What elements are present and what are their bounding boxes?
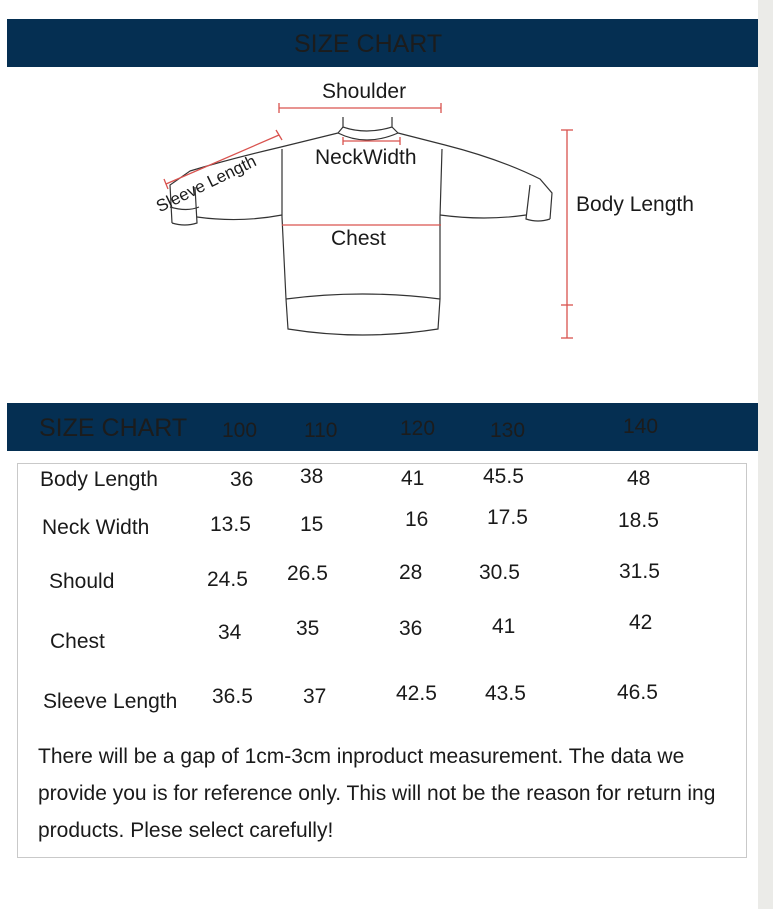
size-chart-header-band <box>7 19 758 67</box>
sleeve-length-label: Sleeve Length <box>153 151 260 217</box>
row-label-neck-width: Neck Width <box>42 516 150 539</box>
row-label-sleeve-length: Sleeve Length <box>43 690 178 713</box>
size-header-130: 130 <box>490 419 526 442</box>
page-title: SIZE CHART <box>294 30 443 58</box>
size-header-100: 100 <box>222 419 258 442</box>
neck-width-label: NeckWidth <box>315 146 417 169</box>
table-cell: 35 <box>296 617 320 640</box>
size-header-110: 110 <box>304 419 338 442</box>
row-label-chest: Chest <box>50 630 105 653</box>
table-cell: 30.5 <box>479 561 520 584</box>
body-length-label: Body Length <box>576 193 694 216</box>
table-title: SIZE CHART <box>39 414 188 442</box>
table-cell: 37 <box>303 685 327 708</box>
table-cell: 17.5 <box>487 506 528 529</box>
table-cell: 42 <box>629 611 653 634</box>
row-label-shoulder: Should <box>49 570 115 593</box>
table-cell: 26.5 <box>287 562 328 585</box>
table-cell: 46.5 <box>617 681 658 704</box>
garment-diagram <box>0 67 758 403</box>
measurement-lines <box>164 103 573 338</box>
table-cell: 16 <box>405 508 429 531</box>
table-cell: 31.5 <box>619 560 660 583</box>
table-cell: 34 <box>218 621 242 644</box>
size-header-140: 140 <box>623 415 659 438</box>
table-cell: 43.5 <box>485 682 526 705</box>
table-cell: 42.5 <box>396 682 437 705</box>
size-table-header-band <box>7 403 758 451</box>
shoulder-label: Shoulder <box>322 80 407 103</box>
measurement-disclaimer: There will be a gap of 1cm-3cm inproduct measurement. The data we provide you is for reference only. This will not be the reason for return ing products. Plese select carefully! <box>38 745 716 842</box>
table-cell: 13.5 <box>210 513 251 536</box>
table-cell: 41 <box>492 615 516 638</box>
table-cell: 48 <box>627 467 651 490</box>
table-cell: 24.5 <box>207 568 248 591</box>
size-header-120: 120 <box>400 417 436 440</box>
table-cell: 28 <box>399 561 423 584</box>
table-cell: 38 <box>300 465 324 488</box>
row-label-body-length: Body Length <box>40 468 158 491</box>
chest-label: Chest <box>331 227 386 250</box>
table-cell: 36 <box>230 468 254 491</box>
table-cell: 36 <box>399 617 423 640</box>
table-cell: 15 <box>300 513 324 536</box>
table-cell: 45.5 <box>483 465 524 488</box>
table-cell: 18.5 <box>618 509 659 532</box>
sleeve-measure-tick-right <box>276 130 282 140</box>
table-cell: 36.5 <box>212 685 253 708</box>
table-cell: 41 <box>401 467 425 490</box>
